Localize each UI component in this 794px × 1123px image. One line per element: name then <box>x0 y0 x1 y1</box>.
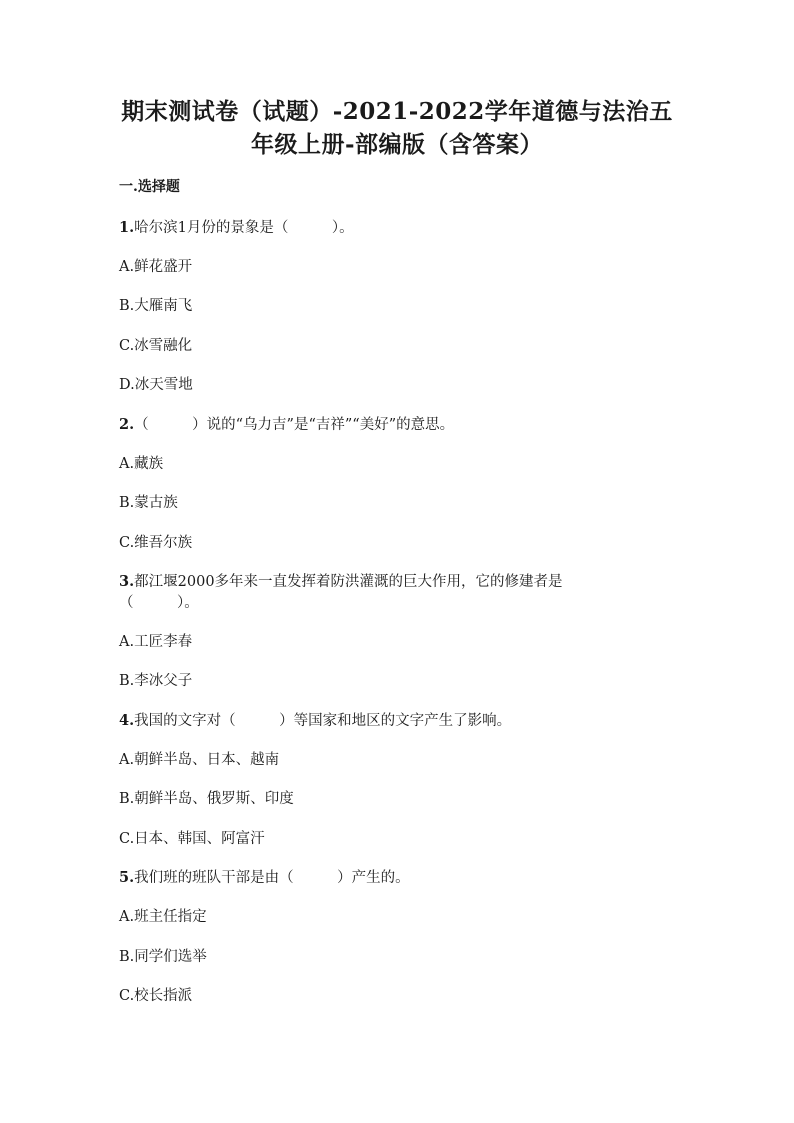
option-5c: C.校长指派 <box>119 988 193 1004</box>
option-1a: A.鲜花盛开 <box>119 259 193 275</box>
question-stem: 哈尔滨1月份的景象是（ ）。 <box>134 220 354 236</box>
option-3a: A.工匠李春 <box>119 634 193 650</box>
question-number: 5. <box>119 869 135 886</box>
question-stem: 我们班的班队干部是由（ ）产生的。 <box>134 870 410 886</box>
question-stem: 都江堰2000多年来一直发挥着防洪灌溉的巨大作用，它的修建者是 <box>134 574 563 590</box>
page-title-line-1: 期末测试卷（试题）-2021-2022学年道德与法治五 <box>121 98 673 125</box>
question-2 <box>119 415 454 435</box>
option-4c: C.日本、韩国、阿富汗 <box>119 831 265 847</box>
question-5 <box>119 868 410 888</box>
question-4 <box>119 711 511 731</box>
option-5b: B.同学们选举 <box>119 949 207 965</box>
option-3b: B.李冰父子 <box>119 673 193 689</box>
option-2a: A.藏族 <box>119 456 164 472</box>
option-1c: C.冰雪融化 <box>119 338 193 354</box>
option-5a: A.班主任指定 <box>119 909 207 925</box>
question-stem: 我国的文字对（ ）等国家和地区的文字产生了影响。 <box>134 713 512 729</box>
section-heading: 一.选择题 <box>119 179 180 195</box>
question-3 <box>119 572 563 592</box>
option-1d: D.冰天雪地 <box>119 377 193 393</box>
question-stem: （ ）说的“乌力吉”是“吉祥”“美好”的意思。 <box>134 417 455 433</box>
question-3-continuation: （ ）。 <box>119 595 199 611</box>
page-title-line-2: 年级上册-部编版（含答案） <box>250 131 544 158</box>
question-1 <box>119 218 354 238</box>
question-number: 1. <box>119 219 135 236</box>
question-number: 4. <box>119 712 135 729</box>
option-2b: B.蒙古族 <box>119 495 178 511</box>
option-4b: B.朝鲜半岛、俄罗斯、印度 <box>119 791 294 807</box>
question-number: 2. <box>119 416 135 433</box>
option-4a: A.朝鲜半岛、日本、越南 <box>119 752 280 768</box>
question-number: 3. <box>119 573 135 590</box>
option-1b: B.大雁南飞 <box>119 298 193 314</box>
option-2c: C.维吾尔族 <box>119 535 193 551</box>
